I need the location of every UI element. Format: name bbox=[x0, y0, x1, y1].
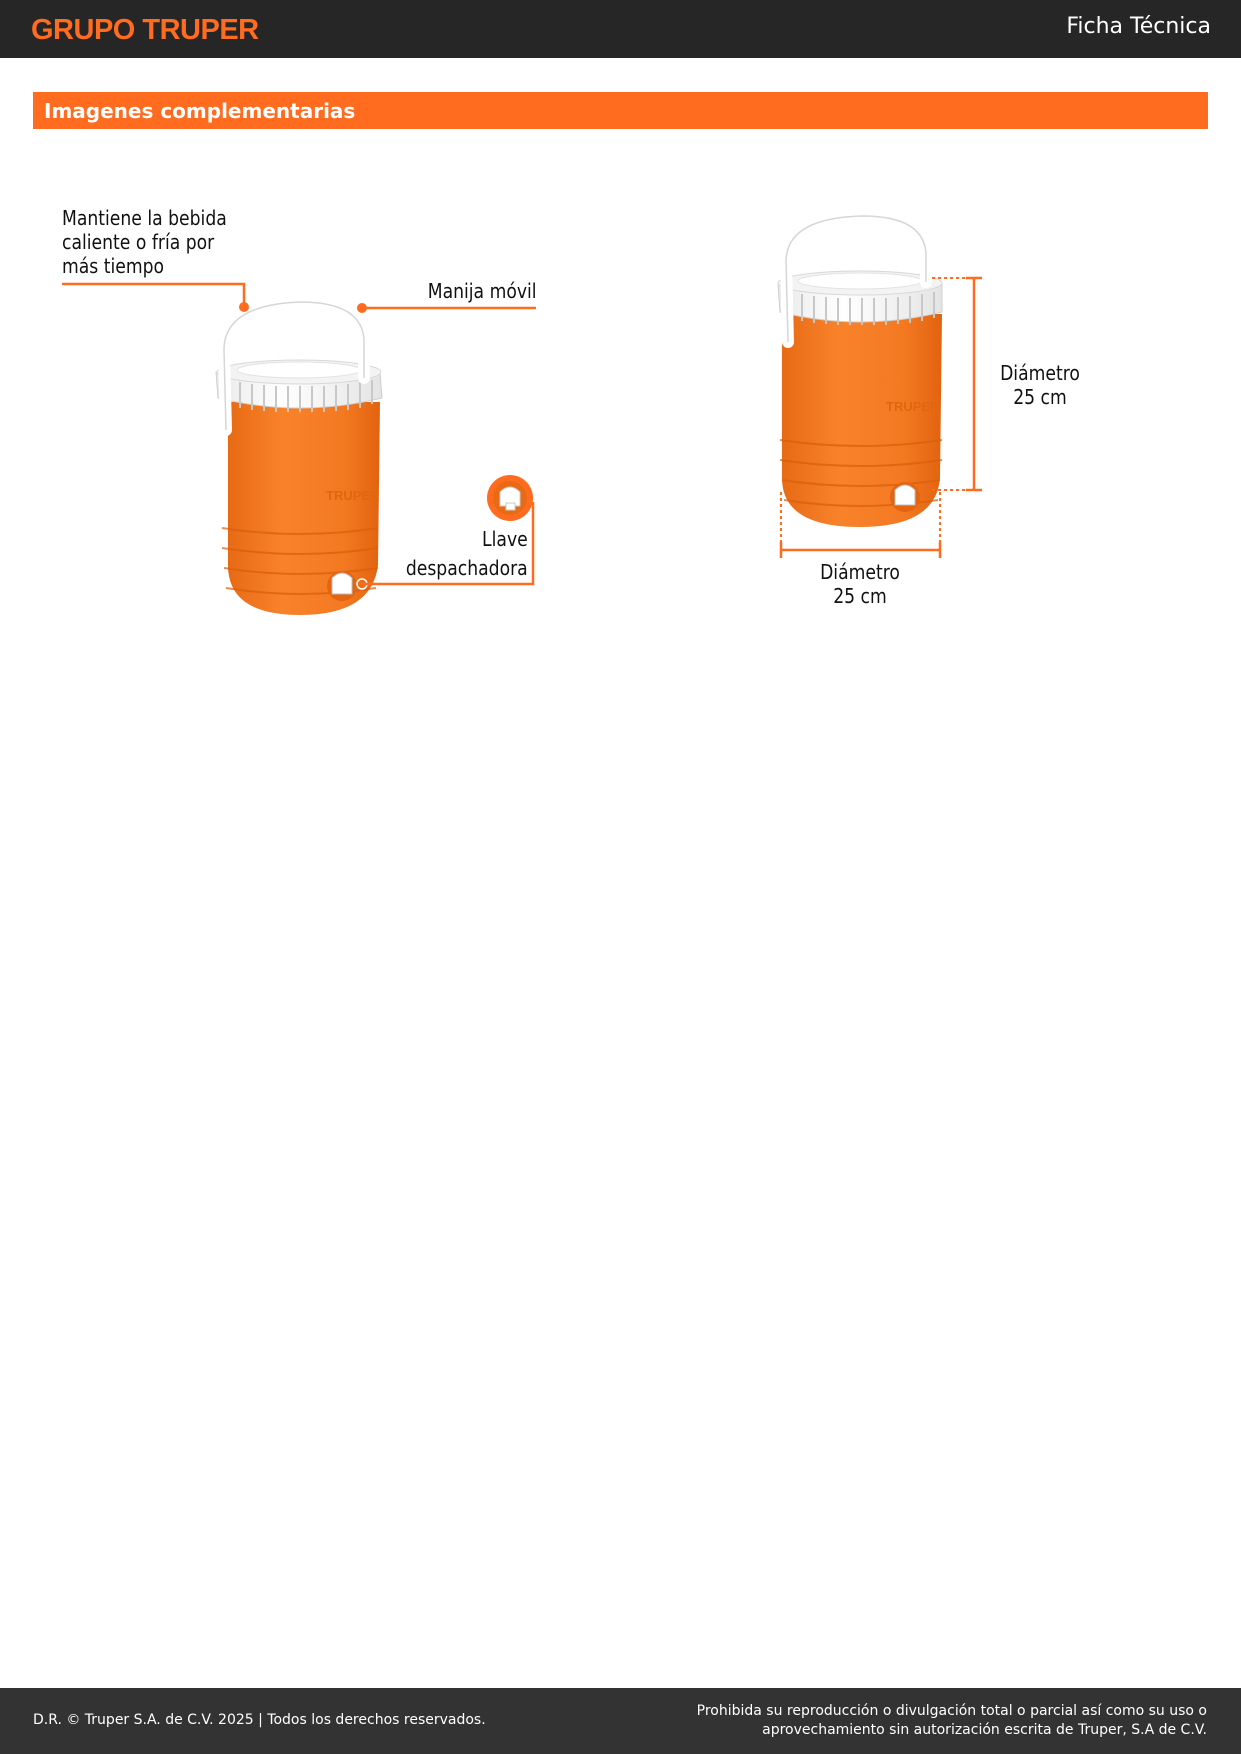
callout-dot-handle bbox=[357, 303, 367, 313]
dimension-width-value: 25 cm bbox=[833, 584, 887, 608]
dimension-height-value: 25 cm bbox=[1013, 385, 1067, 409]
callout-insulation-line-3: más tiempo bbox=[62, 254, 165, 278]
callout-insulation bbox=[62, 206, 227, 278]
callout-insulation-line-2: caliente o fría por bbox=[62, 230, 215, 254]
callout-spout bbox=[406, 525, 528, 583]
dimension-label-height bbox=[988, 361, 1091, 409]
cooler-image-right bbox=[778, 216, 942, 527]
dimension-width-label: Diámetro bbox=[820, 560, 900, 584]
callout-insulation-line-1: Mantiene la bebida bbox=[62, 206, 227, 230]
document-title: Ficha Técnica bbox=[1066, 14, 1211, 39]
callout-dot-insulation bbox=[239, 302, 249, 312]
callout-handle: Manija móvil bbox=[428, 279, 537, 303]
spout-zoom-icon bbox=[487, 475, 533, 521]
legal-notice bbox=[647, 1702, 1207, 1740]
section-title: Imagenes complementarias bbox=[44, 99, 356, 123]
callout-spout-line-2: despachadora bbox=[406, 556, 528, 580]
callout-spout-line-1: Llave bbox=[482, 527, 528, 551]
cooler-image-left bbox=[216, 302, 382, 615]
cooler-body-logo: TRUPER bbox=[326, 488, 380, 503]
legal-notice-line-2: aprovechamiento sin autorización escrita de Truper, S.A de C.V. bbox=[762, 1722, 1207, 1738]
footer-bar bbox=[0, 1688, 1241, 1754]
copyright-text: D.R. © Truper S.A. de C.V. 2025 | Todos los derechos reservados. bbox=[33, 1712, 486, 1728]
dimension-height-label: Diámetro bbox=[1000, 361, 1080, 385]
cooler-body-logo: TRUPER bbox=[886, 399, 940, 414]
legal-notice-line-1: Prohibida su reproducción o divulgación total o parcial así como su uso o bbox=[696, 1703, 1207, 1719]
dimension-label-width bbox=[808, 560, 911, 608]
brand-logo: GRUPO TRUPER bbox=[31, 14, 259, 46]
